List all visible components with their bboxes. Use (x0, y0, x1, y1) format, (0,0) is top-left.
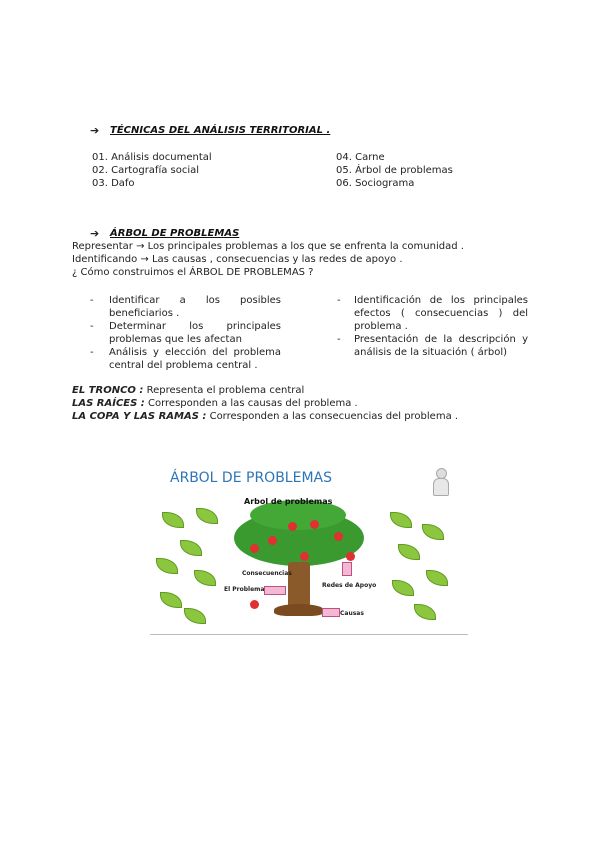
label-redes: Redes de Apoyo (322, 582, 377, 589)
leaf-icon (398, 544, 420, 560)
list-item: 01. Análisis documental (92, 152, 212, 163)
apple-icon (310, 520, 319, 529)
text-line: Identificando → Las causas , consecuencias y las redes de apoyo . (72, 254, 403, 265)
down-arrow-icon (342, 562, 352, 576)
techniques-list-right (336, 151, 453, 190)
leaf-icon (180, 540, 202, 556)
definition-trunk: EL TRONCO : Representa el problema central (72, 385, 305, 396)
leaf-icon (392, 580, 414, 596)
bullet-item: Presentación de la descripción y análisis de la situación ( árbol) (354, 334, 528, 358)
definitions (72, 384, 458, 423)
arrow-icon: ➔ (90, 227, 100, 240)
list-item: 06. Sociograma (336, 178, 415, 189)
apple-icon (288, 522, 297, 531)
leaf-icon (422, 524, 444, 540)
bullet-item: Identificación de los principales efectos ( consecuencias ) del problema . (354, 295, 528, 332)
dash-marker: - (337, 334, 341, 345)
leaf-icon (184, 608, 206, 624)
tree-roots (274, 604, 324, 616)
apple-icon (346, 552, 355, 561)
list-item: 05. Árbol de problemas (336, 165, 453, 176)
right-arrow-icon (264, 586, 286, 595)
leaf-icon (196, 508, 218, 524)
figure-title: ÁRBOL DE PROBLEMAS (170, 470, 332, 486)
person-icon (430, 468, 452, 498)
leaf-icon (162, 512, 184, 528)
apple-icon (268, 536, 277, 545)
leaf-icon (390, 512, 412, 528)
tree-inner-title: Arbol de problemas (244, 497, 333, 506)
dash-marker: - (90, 295, 94, 306)
bullet-item: Identificar a los posibles beneficiarios . (109, 295, 281, 319)
intro-paragraph (72, 240, 464, 279)
text-line: ¿ Cómo construimos el ÁRBOL DE PROBLEMAS ? (72, 267, 314, 278)
list-item: 02. Cartografía social (92, 165, 200, 176)
section-title-tecnicas: TÉCNICAS DEL ANÁLISIS TERRITORIAL . (110, 125, 331, 136)
apple-icon (334, 532, 343, 541)
dash-marker: - (90, 347, 94, 358)
label-problema: El Problema (224, 586, 265, 593)
dash-marker: - (337, 295, 341, 306)
leaf-icon (194, 570, 216, 586)
bullet-item: Análisis y elección del problema central del problema central . (109, 347, 281, 371)
problem-tree-figure (150, 462, 468, 635)
leaf-icon (160, 592, 182, 608)
list-item: 04. Carne (336, 152, 385, 163)
leaf-icon (156, 558, 178, 574)
bullet-item: Determinar los principales problemas que les afectan (109, 321, 281, 345)
definition-crown: LA COPA Y LAS RAMAS : Corresponden a las consecuencias del problema . (72, 411, 459, 422)
text-line: Representar → Los principales problemas a los que se enfrenta la comunidad . (72, 241, 464, 252)
leaf-icon (426, 570, 448, 586)
left-arrow-icon (322, 608, 340, 617)
list-item: 03. Dafo (92, 178, 135, 189)
definition-roots: LAS RAÍCES : Corresponden a las causas del problema . (72, 398, 358, 409)
label-causas: Causas (340, 610, 364, 617)
apple-icon (300, 552, 309, 561)
label-consecuencias: Consecuencias (242, 570, 292, 577)
techniques-list-left (92, 151, 212, 190)
arrow-icon: ➔ (90, 124, 100, 137)
section-title-arbol: ÁRBOL DE PROBLEMAS (110, 228, 240, 239)
apple-icon (250, 544, 259, 553)
apple-icon (250, 600, 259, 609)
leaf-icon (414, 604, 436, 620)
dash-marker: - (90, 321, 94, 332)
